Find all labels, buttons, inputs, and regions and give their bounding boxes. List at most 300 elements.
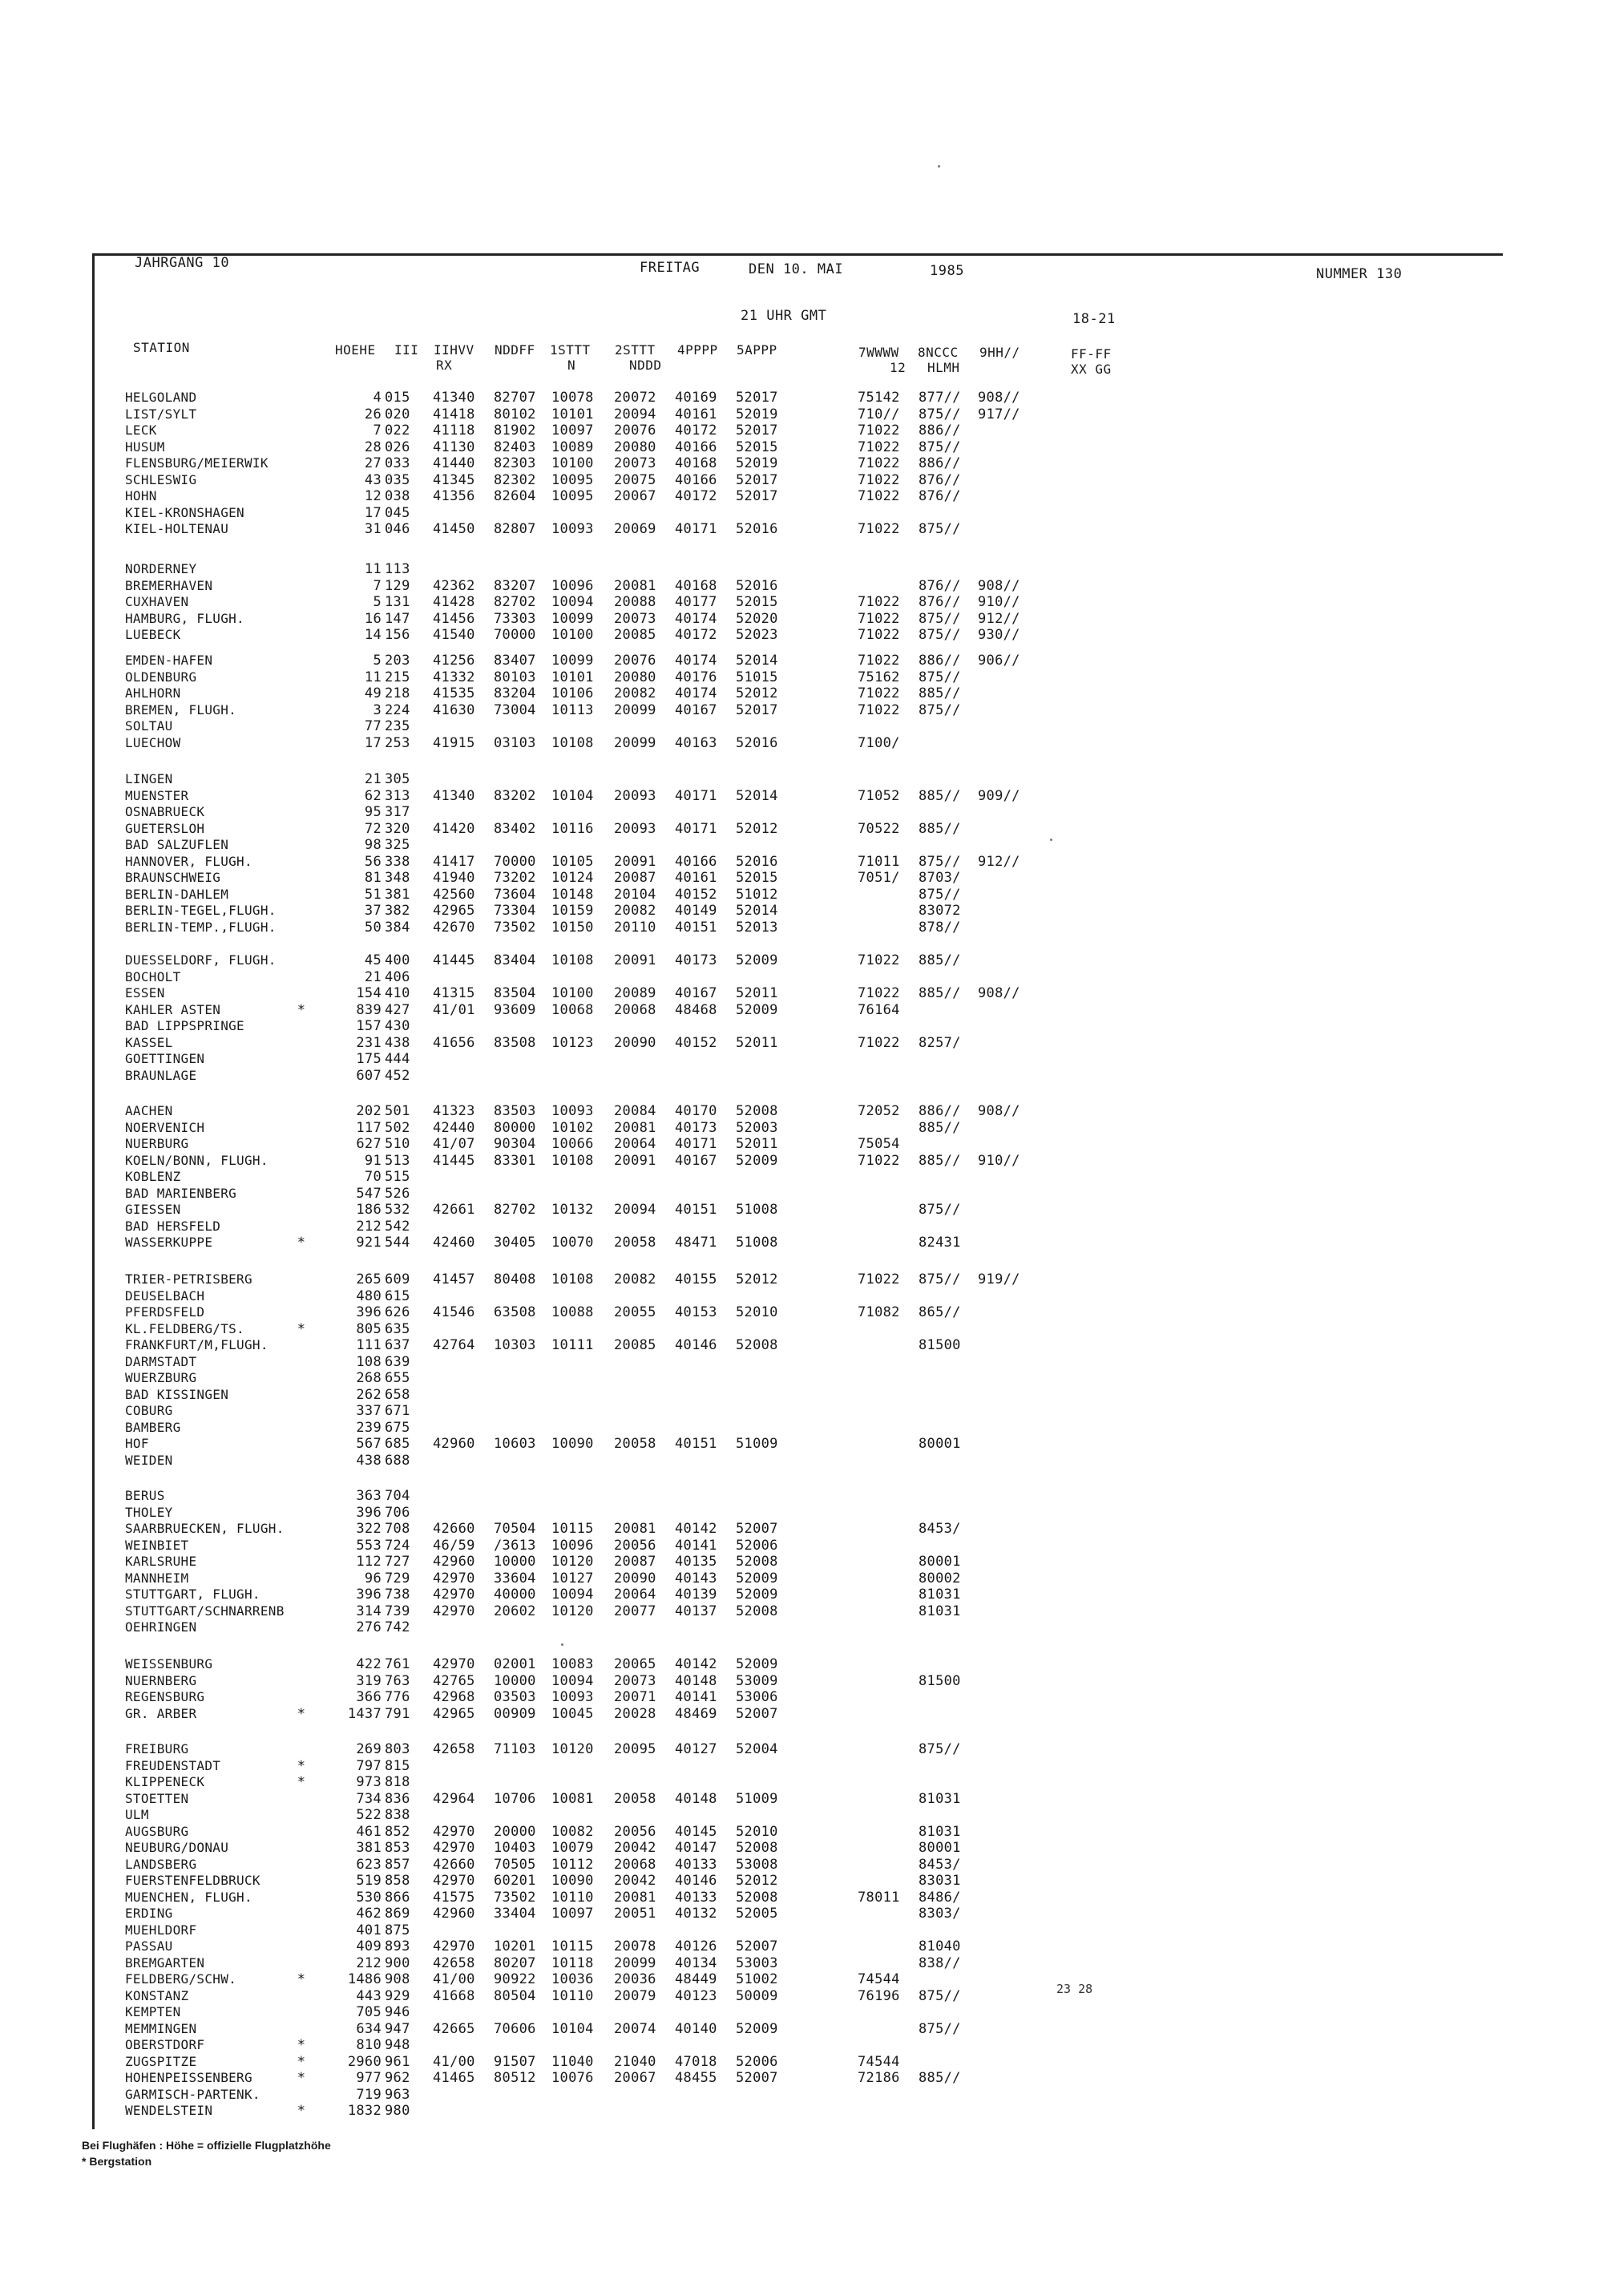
station-name: KLIPPENECK bbox=[125, 1774, 205, 1789]
code-group-2: 80103 bbox=[494, 669, 536, 685]
code-group-1: 42968 bbox=[433, 1689, 475, 1705]
code-group-2: 10603 bbox=[494, 1436, 536, 1452]
mountain-station-marker: * bbox=[297, 2070, 306, 2086]
code-group-6: 52007 bbox=[736, 1521, 778, 1537]
station-index: 635 bbox=[385, 1321, 410, 1337]
code-group-5: 40137 bbox=[675, 1603, 717, 1619]
station-index: 658 bbox=[385, 1387, 410, 1403]
station-name: DARMSTADT bbox=[125, 1354, 197, 1369]
station-index: 704 bbox=[385, 1488, 410, 1504]
code-group-5: 48471 bbox=[675, 1235, 717, 1251]
code-group-1: 41332 bbox=[433, 669, 475, 685]
code-group-4: 20091 bbox=[614, 854, 656, 870]
code-group-5: 40146 bbox=[675, 1337, 717, 1353]
code-group-9: 930// bbox=[978, 627, 1020, 643]
station-name: OBERSTDORF bbox=[125, 2037, 205, 2052]
code-group-7: 7051/ bbox=[858, 870, 900, 886]
code-group-1: 42964 bbox=[433, 1791, 475, 1807]
code-group-6: 52015 bbox=[736, 439, 778, 455]
station-height: 265 bbox=[356, 1271, 382, 1287]
code-group-3: 10096 bbox=[551, 578, 594, 594]
code-group-3: 10096 bbox=[551, 1538, 594, 1554]
code-group-3: 10081 bbox=[551, 1791, 594, 1807]
code-group-8: 876// bbox=[919, 594, 961, 610]
station-name: STUTTGART, FLUGH. bbox=[125, 1587, 260, 1602]
station-name: HOHENPEISSENBERG bbox=[125, 2070, 252, 2085]
code-group-6: 52009 bbox=[736, 952, 778, 968]
station-name: NORDERNEY bbox=[125, 561, 197, 576]
station-height: 112 bbox=[356, 1554, 382, 1570]
code-group-6: 51009 bbox=[736, 1791, 778, 1807]
col-g6: 5APPP bbox=[737, 342, 777, 358]
year-label: 1985 bbox=[930, 263, 964, 279]
station-index: 626 bbox=[385, 1304, 410, 1320]
code-group-1: 42670 bbox=[433, 920, 475, 936]
code-group-3: 10093 bbox=[551, 1689, 594, 1705]
station-name: STUTTGART/SCHNARRENB bbox=[125, 1603, 285, 1619]
station-name: BREMGARTEN bbox=[125, 1955, 205, 1971]
code-group-8: 80002 bbox=[919, 1570, 961, 1587]
station-name: PASSAU bbox=[125, 1938, 173, 1954]
station-name: ERDING bbox=[125, 1906, 173, 1921]
code-group-3: 10066 bbox=[551, 1136, 594, 1152]
station-name: LECK bbox=[125, 422, 157, 438]
code-group-5: 40176 bbox=[675, 669, 717, 685]
table-row bbox=[0, 1619, 1122, 1635]
table-row bbox=[0, 1035, 1122, 1051]
code-group-6: 52008 bbox=[736, 1840, 778, 1856]
station-height: 443 bbox=[356, 1988, 382, 2004]
station-name: BAD KISSINGEN bbox=[125, 1387, 229, 1402]
table-row bbox=[0, 2103, 1122, 2119]
mountain-station-marker: * bbox=[297, 1321, 306, 1337]
code-group-1: 41418 bbox=[433, 406, 475, 422]
station-name: FELDBERG/SCHW. bbox=[125, 1971, 237, 1987]
station-index: 961 bbox=[385, 2054, 410, 2070]
station-name: AUGSBURG bbox=[125, 1824, 189, 1839]
code-group-2: 82302 bbox=[494, 472, 536, 488]
station-index: 215 bbox=[385, 669, 410, 685]
code-group-1: 42764 bbox=[433, 1337, 475, 1353]
station-index: 739 bbox=[385, 1603, 410, 1619]
code-group-6: 52014 bbox=[736, 788, 778, 804]
code-group-2: 83504 bbox=[494, 985, 536, 1001]
code-group-3: 10106 bbox=[551, 685, 594, 701]
table-row bbox=[0, 1505, 1122, 1521]
station-height: 50 bbox=[364, 920, 382, 936]
code-group-1: 46/59 bbox=[433, 1538, 475, 1554]
code-group-4: 20028 bbox=[614, 1706, 656, 1722]
code-group-3: 10079 bbox=[551, 1840, 594, 1856]
time-range: 18-21 bbox=[1072, 311, 1116, 327]
station-name: FLENSBURG/MEIERWIK bbox=[125, 455, 269, 471]
station-index: 406 bbox=[385, 969, 410, 985]
code-group-6: 52012 bbox=[736, 1271, 778, 1287]
code-group-6: 52006 bbox=[736, 2054, 778, 2070]
station-name: KEMPTEN bbox=[125, 2004, 181, 2019]
table-row bbox=[0, 1354, 1122, 1370]
code-group-7: 75162 bbox=[858, 669, 900, 685]
station-name: MANNHEIM bbox=[125, 1570, 189, 1586]
code-group-2: 80000 bbox=[494, 1120, 536, 1136]
station-index: 022 bbox=[385, 422, 410, 439]
col-g1-sub: RX bbox=[436, 358, 453, 373]
table-row bbox=[0, 1758, 1122, 1774]
code-group-4: 20071 bbox=[614, 1689, 656, 1705]
code-group-4: 20088 bbox=[614, 594, 656, 610]
table-row bbox=[0, 920, 1122, 936]
station-height: 396 bbox=[356, 1505, 382, 1521]
station-index: 869 bbox=[385, 1906, 410, 1922]
table-row bbox=[0, 1673, 1122, 1689]
station-index: 542 bbox=[385, 1219, 410, 1235]
code-group-6: 52008 bbox=[736, 1603, 778, 1619]
station-index: 838 bbox=[385, 1807, 410, 1823]
code-group-3: 10120 bbox=[551, 1554, 594, 1570]
code-group-7: 71011 bbox=[858, 854, 900, 870]
code-group-1: 42765 bbox=[433, 1673, 475, 1689]
code-group-8: 875// bbox=[919, 611, 961, 627]
code-group-1: 41420 bbox=[433, 821, 475, 837]
code-group-2: 82807 bbox=[494, 521, 536, 537]
station-height: 522 bbox=[356, 1807, 382, 1823]
station-index: 729 bbox=[385, 1570, 410, 1587]
code-group-2: 80408 bbox=[494, 1271, 536, 1287]
code-group-8: 885// bbox=[919, 821, 961, 837]
code-group-4: 20078 bbox=[614, 1938, 656, 1954]
mountain-station-marker: * bbox=[297, 1706, 306, 1722]
station-index: 724 bbox=[385, 1538, 410, 1554]
station-height: 7 bbox=[373, 578, 382, 594]
code-group-8: 81040 bbox=[919, 1938, 961, 1954]
station-height: 977 bbox=[356, 2070, 382, 2086]
code-group-1: 41445 bbox=[433, 952, 475, 968]
code-group-5: 40172 bbox=[675, 488, 717, 504]
code-group-1: 41417 bbox=[433, 854, 475, 870]
table-row bbox=[0, 1235, 1122, 1251]
station-index: 685 bbox=[385, 1436, 410, 1452]
code-group-8: 875// bbox=[919, 1271, 961, 1287]
code-group-1: 42460 bbox=[433, 1235, 475, 1251]
code-group-7: 74544 bbox=[858, 2054, 900, 2070]
station-height: 276 bbox=[356, 1619, 382, 1635]
code-group-1: 42658 bbox=[433, 1955, 475, 1971]
code-group-2: 81902 bbox=[494, 422, 536, 439]
station-name: GOETTINGEN bbox=[125, 1051, 205, 1066]
code-group-8: 878// bbox=[919, 920, 961, 936]
code-group-8: 885// bbox=[919, 1120, 961, 1136]
code-group-6: 51008 bbox=[736, 1235, 778, 1251]
code-group-3: 10078 bbox=[551, 390, 594, 406]
station-height: 269 bbox=[356, 1741, 382, 1757]
code-group-5: 48449 bbox=[675, 1971, 717, 1987]
station-name: EMDEN-HAFEN bbox=[125, 653, 213, 668]
station-name: KIEL-HOLTENAU bbox=[125, 521, 229, 536]
code-group-5: 40126 bbox=[675, 1938, 717, 1954]
table-row bbox=[0, 488, 1122, 504]
col-g8: 8NCCC bbox=[918, 345, 959, 360]
code-group-4: 20074 bbox=[614, 2021, 656, 2037]
station-name: MUENCHEN, FLUGH. bbox=[125, 1890, 252, 1905]
code-group-3: 10159 bbox=[551, 903, 594, 919]
station-name: ZUGSPITZE bbox=[125, 2054, 197, 2069]
code-group-1: 42965 bbox=[433, 1706, 475, 1722]
station-height: 17 bbox=[364, 505, 382, 521]
code-group-8: 886// bbox=[919, 455, 961, 471]
code-group-5: 40163 bbox=[675, 735, 717, 751]
code-group-1: 41323 bbox=[433, 1103, 475, 1119]
code-group-8: 80001 bbox=[919, 1436, 961, 1452]
code-group-3: 10088 bbox=[551, 1304, 594, 1320]
station-name: REGENSBURG bbox=[125, 1689, 205, 1704]
code-group-5: 40166 bbox=[675, 854, 717, 870]
station-name: NEUBURG/DONAU bbox=[125, 1840, 229, 1855]
station-name: THOLEY bbox=[125, 1505, 173, 1520]
station-name: KONSTANZ bbox=[125, 1988, 189, 2003]
station-index: 929 bbox=[385, 1988, 410, 2004]
code-group-2: 00909 bbox=[494, 1706, 536, 1722]
table-row bbox=[0, 1603, 1122, 1619]
mountain-station-marker: * bbox=[297, 2037, 306, 2053]
station-index: 224 bbox=[385, 702, 410, 718]
code-group-3: 10108 bbox=[551, 952, 594, 968]
station-name: MUEHLDORF bbox=[125, 1922, 197, 1938]
table-row bbox=[0, 735, 1122, 751]
table-row bbox=[0, 1955, 1122, 1971]
code-group-8: 81031 bbox=[919, 1791, 961, 1807]
code-group-2: 91507 bbox=[494, 2054, 536, 2070]
code-group-2: 10201 bbox=[494, 1938, 536, 1954]
code-group-3: 10108 bbox=[551, 1271, 594, 1287]
code-group-6: 52017 bbox=[736, 472, 778, 488]
code-group-9: 912// bbox=[978, 854, 1020, 870]
code-group-6: 52017 bbox=[736, 702, 778, 718]
code-group-4: 20036 bbox=[614, 1971, 656, 1987]
code-group-8: 80001 bbox=[919, 1840, 961, 1856]
table-row bbox=[0, 1521, 1122, 1537]
code-group-3: 10089 bbox=[551, 439, 594, 455]
table-row bbox=[0, 1219, 1122, 1235]
station-height: 480 bbox=[356, 1288, 382, 1304]
station-height: 117 bbox=[356, 1120, 382, 1136]
code-group-8: 83072 bbox=[919, 903, 961, 919]
code-group-3: 10120 bbox=[551, 1603, 594, 1619]
code-group-3: 10099 bbox=[551, 653, 594, 669]
table-row bbox=[0, 1873, 1122, 1889]
observation-time: 21 UHR GMT bbox=[741, 308, 827, 324]
code-group-5: 40142 bbox=[675, 1656, 717, 1672]
station-height: 462 bbox=[356, 1906, 382, 1922]
station-name: BAD MARIENBERG bbox=[125, 1186, 237, 1201]
code-group-4: 20085 bbox=[614, 627, 656, 643]
code-group-2: 83301 bbox=[494, 1153, 536, 1169]
station-height: 45 bbox=[364, 952, 382, 968]
station-index: 501 bbox=[385, 1103, 410, 1119]
code-group-4: 20093 bbox=[614, 821, 656, 837]
station-height: 363 bbox=[356, 1488, 382, 1504]
code-group-6: 52019 bbox=[736, 455, 778, 471]
station-height: 1486 bbox=[347, 1971, 382, 1987]
station-index: 908 bbox=[385, 1971, 410, 1987]
station-index: 866 bbox=[385, 1890, 410, 1906]
code-group-1: 42960 bbox=[433, 1554, 475, 1570]
code-group-8: 875// bbox=[919, 669, 961, 685]
station-index: 020 bbox=[385, 406, 410, 422]
station-index: 038 bbox=[385, 488, 410, 504]
code-group-3: 10105 bbox=[551, 854, 594, 870]
code-group-6: 52017 bbox=[736, 488, 778, 504]
station-name: FUERSTENFELDBRUCK bbox=[125, 1873, 260, 1888]
code-group-2: /3613 bbox=[494, 1538, 536, 1554]
code-group-6: 52008 bbox=[736, 1890, 778, 1906]
code-group-2: 83508 bbox=[494, 1035, 536, 1051]
code-group-2: 83202 bbox=[494, 788, 536, 804]
mountain-station-marker: * bbox=[297, 2103, 306, 2119]
code-group-9: 908// bbox=[978, 1103, 1020, 1119]
weekday-label: FREITAG bbox=[640, 260, 701, 276]
code-group-7: 71022 bbox=[858, 455, 900, 471]
code-group-4: 20089 bbox=[614, 985, 656, 1001]
code-group-3: 10150 bbox=[551, 920, 594, 936]
table-row bbox=[0, 594, 1122, 610]
code-group-4: 20042 bbox=[614, 1873, 656, 1889]
code-group-5: 40149 bbox=[675, 903, 717, 919]
station-name: PFERDSFELD bbox=[125, 1304, 205, 1320]
table-row bbox=[0, 1857, 1122, 1873]
code-group-7: 76164 bbox=[858, 1002, 900, 1018]
code-group-6: 52016 bbox=[736, 735, 778, 751]
station-name: GUETERSLOH bbox=[125, 821, 205, 836]
table-row bbox=[0, 1922, 1122, 1938]
code-group-2: 82707 bbox=[494, 390, 536, 406]
code-group-5: 40173 bbox=[675, 1120, 717, 1136]
code-group-1: 41/00 bbox=[433, 2054, 475, 2070]
station-height: 14 bbox=[364, 627, 382, 643]
station-name: WENDELSTEIN bbox=[125, 2103, 213, 2118]
code-group-3: 10113 bbox=[551, 702, 594, 718]
code-group-5: 40167 bbox=[675, 702, 717, 718]
code-group-8: 885// bbox=[919, 788, 961, 804]
code-group-3: 10068 bbox=[551, 1002, 594, 1018]
code-group-6: 52010 bbox=[736, 1304, 778, 1320]
table-row bbox=[0, 1002, 1122, 1018]
station-name: BRAUNLAGE bbox=[125, 1068, 197, 1083]
code-group-8: 885// bbox=[919, 952, 961, 968]
code-group-7: 71022 bbox=[858, 521, 900, 537]
code-group-5: 40142 bbox=[675, 1521, 717, 1537]
code-group-1: 41440 bbox=[433, 455, 475, 471]
station-name: NOERVENICH bbox=[125, 1120, 205, 1135]
code-group-5: 40177 bbox=[675, 594, 717, 610]
code-group-2: 73202 bbox=[494, 870, 536, 886]
code-group-5: 40172 bbox=[675, 627, 717, 643]
code-group-6: 52011 bbox=[736, 985, 778, 1001]
col-g4: 2STTT bbox=[615, 342, 656, 358]
code-group-1: 42960 bbox=[433, 1436, 475, 1452]
code-group-6: 52009 bbox=[736, 1002, 778, 1018]
code-group-4: 20055 bbox=[614, 1304, 656, 1320]
code-group-4: 20091 bbox=[614, 1153, 656, 1169]
table-row bbox=[0, 611, 1122, 627]
station-name: NUERNBERG bbox=[125, 1673, 197, 1688]
code-group-2: 93609 bbox=[494, 1002, 536, 1018]
station-index: 502 bbox=[385, 1120, 410, 1136]
station-name: GARMISCH-PARTENK. bbox=[125, 2087, 260, 2102]
station-index: 962 bbox=[385, 2070, 410, 2086]
station-index: 532 bbox=[385, 1202, 410, 1218]
table-row bbox=[0, 406, 1122, 422]
station-height: 27 bbox=[364, 455, 382, 471]
station-index: 742 bbox=[385, 1619, 410, 1635]
code-group-6: 52003 bbox=[736, 1120, 778, 1136]
code-group-4: 20051 bbox=[614, 1906, 656, 1922]
station-index: 513 bbox=[385, 1153, 410, 1169]
station-height: 154 bbox=[356, 985, 382, 1001]
table-row bbox=[0, 2021, 1122, 2037]
code-group-6: 52017 bbox=[736, 390, 778, 406]
mountain-station-marker: * bbox=[297, 2054, 306, 2070]
station-height: 5 bbox=[373, 594, 382, 610]
station-index: 035 bbox=[385, 472, 410, 488]
station-height: 337 bbox=[356, 1403, 382, 1419]
station-height: 21 bbox=[364, 771, 382, 787]
station-name: LINGEN bbox=[125, 771, 173, 786]
station-index: 305 bbox=[385, 771, 410, 787]
code-group-4: 20091 bbox=[614, 952, 656, 968]
code-group-4: 20072 bbox=[614, 390, 656, 406]
station-index: 900 bbox=[385, 1955, 410, 1971]
code-group-6: 52016 bbox=[736, 854, 778, 870]
code-group-1: 42560 bbox=[433, 887, 475, 903]
code-group-5: 40171 bbox=[675, 788, 717, 804]
code-group-1: 41/00 bbox=[433, 1971, 475, 1987]
code-group-5: 40171 bbox=[675, 1136, 717, 1152]
table-frame-top bbox=[92, 253, 1503, 256]
code-group-8: 8703/ bbox=[919, 870, 961, 886]
code-group-2: 90922 bbox=[494, 1971, 536, 1987]
station-index: 948 bbox=[385, 2037, 410, 2053]
station-name: KOBLENZ bbox=[125, 1169, 181, 1184]
col-g7: 7WWWW bbox=[858, 345, 899, 360]
code-group-1: 42970 bbox=[433, 1873, 475, 1889]
code-group-4: 20073 bbox=[614, 455, 656, 471]
station-name: COBURG bbox=[125, 1403, 173, 1418]
code-group-1: 41/01 bbox=[433, 1002, 475, 1018]
station-height: 797 bbox=[356, 1758, 382, 1774]
code-group-4: 20073 bbox=[614, 1673, 656, 1689]
code-group-7: 71022 bbox=[858, 1035, 900, 1051]
col-g9: 9HH// bbox=[979, 345, 1020, 360]
code-group-1: 41130 bbox=[433, 439, 475, 455]
code-group-4: 20084 bbox=[614, 1103, 656, 1119]
station-name: FREIBURG bbox=[125, 1741, 189, 1756]
code-group-8: 876// bbox=[919, 488, 961, 504]
code-group-2: 20000 bbox=[494, 1824, 536, 1840]
station-height: 81 bbox=[364, 870, 382, 886]
scan-speck bbox=[938, 165, 940, 168]
col-g8-sub: HLMH bbox=[927, 360, 960, 375]
code-group-1: 42661 bbox=[433, 1202, 475, 1218]
code-group-8: 875// bbox=[919, 1988, 961, 2004]
table-row bbox=[0, 653, 1122, 669]
station-height: 37 bbox=[364, 903, 382, 919]
table-row bbox=[0, 2004, 1122, 2020]
code-group-4: 20081 bbox=[614, 1120, 656, 1136]
station-height: 623 bbox=[356, 1857, 382, 1873]
code-group-7: 71022 bbox=[858, 702, 900, 718]
code-group-6: 52014 bbox=[736, 653, 778, 669]
code-group-7: 71052 bbox=[858, 788, 900, 804]
